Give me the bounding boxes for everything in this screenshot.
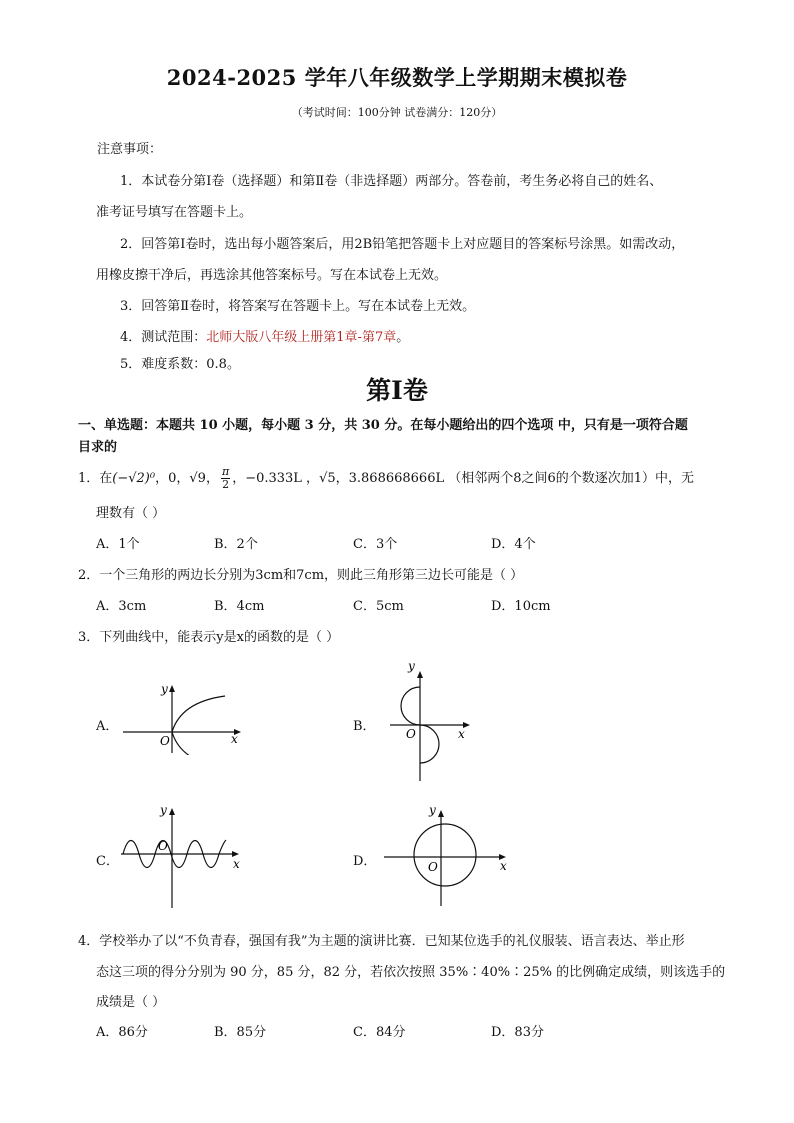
- q3-option-a[interactable]: A．: [96, 719, 119, 734]
- q1-expr-2: √9: [189, 471, 206, 486]
- graph-c-x-label: x: [233, 857, 240, 871]
- notice-1b: 准考证号填写在答题卡上。: [96, 205, 253, 220]
- q2-option-a[interactable]: A．3cm: [96, 599, 147, 614]
- pi-denominator: 2: [222, 478, 230, 491]
- section-title: 第Ⅰ卷: [366, 376, 428, 405]
- graph-b-lower-arc: [420, 725, 439, 763]
- notice-4-prefix: 4．测试范围：: [120, 330, 207, 345]
- notice-4: [120, 326, 409, 345]
- test-range: 北师大版八年级上册第1章-第7章: [206, 330, 397, 345]
- question-4-line-1: 4．学校举办了以“不负青春，强国有我”为主题的演讲比赛．已知某位选手的礼仪服装、语言表达、举止形: [78, 934, 685, 949]
- question-2: 2．一个三角形的两边长分别为3cm和7cm，则此三角形第三边长可能是（ ）: [78, 568, 524, 583]
- graph-c-y-label: y: [160, 803, 167, 817]
- graph-d-origin: O: [428, 860, 438, 874]
- q1-option-b[interactable]: B．2个: [214, 537, 258, 552]
- graph-b: [380, 657, 480, 782]
- question-3: 3．下列曲线中，能表示y是x的函数的是（ ）: [78, 630, 340, 645]
- q1-expr-3: √5: [319, 471, 336, 486]
- q1-option-d[interactable]: D．4个: [491, 537, 536, 552]
- q1-option-c[interactable]: C．3个: [353, 537, 398, 552]
- q3-option-c[interactable]: C．: [96, 854, 119, 869]
- graph-a-y-label: y: [161, 682, 168, 696]
- graph-c-origin: O: [158, 839, 168, 853]
- part1-heading: 一、单选题：本题共 10 小题，每小题 3 分，共 30 分。在每小题给出的四个选项 中，只有是一项符合题: [78, 418, 688, 433]
- question-4-line-3: 成绩是（ ）: [96, 995, 166, 1010]
- part1-heading-cont: 目求的: [78, 440, 118, 455]
- notice-1a: 1．本试卷分第Ⅰ卷（选择题）和第Ⅱ卷（非选择题）两部分。答卷前，考生务必将自己的姓名、: [120, 174, 663, 189]
- graph-d-y-arrow: [438, 810, 444, 817]
- exam-title: 2024-2025 学年八年级数学上学期期末模拟卷: [166, 65, 628, 90]
- q3-option-d[interactable]: D．: [353, 854, 377, 869]
- graph-b-y-label: y: [408, 659, 415, 673]
- q1-text-1: ，0，: [155, 471, 190, 486]
- q2-option-b[interactable]: B．4cm: [214, 599, 265, 614]
- q3-option-b[interactable]: B．: [353, 719, 376, 734]
- q1-num: 1．在: [78, 471, 113, 486]
- q2-option-d[interactable]: D．10cm: [491, 599, 551, 614]
- notice-3: 3．回答第Ⅱ卷时，将答案写在答题卡上。写在本试卷上无效。: [120, 299, 476, 314]
- notice-heading: 注意事项：: [97, 142, 163, 157]
- graph-d-circle: [414, 824, 476, 886]
- question-1: [78, 466, 694, 491]
- question-4-line-2: 态这三项的得分分别为 90 分，85 分，82 分，若依次按照 35%∶40%∶25% 的比例确定成绩，则该选手的: [96, 965, 726, 980]
- graph-d-x-label: x: [500, 859, 507, 873]
- notice-4-suffix: 。: [396, 330, 410, 345]
- graph-d-y-label: y: [429, 803, 436, 817]
- q1-continuation: 理数有（ ）: [96, 506, 166, 521]
- graph-b-origin: O: [406, 727, 416, 741]
- q4-option-b[interactable]: B．85分: [214, 1025, 267, 1040]
- q4-option-c[interactable]: C．84分: [353, 1025, 406, 1040]
- q4-option-d[interactable]: D．83分: [491, 1025, 544, 1040]
- q1-text-2: ，: [205, 471, 219, 486]
- exam-subtitle: （考试时间：100分钟 试卷满分：120分）: [291, 106, 503, 119]
- q1-option-a[interactable]: A．1个: [96, 537, 140, 552]
- q1-text-3: ，−0.333L ，: [232, 471, 320, 486]
- graph-c: [115, 800, 250, 910]
- q1-expr-1: (−√2)⁰: [112, 471, 156, 486]
- graph-a: [115, 675, 250, 755]
- notice-5: 5．难度系数：0.8。: [120, 357, 240, 372]
- pi-fraction: [221, 466, 230, 491]
- graph-a-y-arrow: [169, 685, 175, 692]
- graph-d: [380, 800, 515, 910]
- notice-2a: 2．回答第Ⅰ卷时，选出每小题答案后，用2B铅笔把答题卡上对应题目的答案标号涂黑。如需改动，: [120, 237, 685, 252]
- graph-a-origin: O: [160, 734, 170, 748]
- graph-b-upper-arc: [401, 687, 420, 725]
- notice-2b: 用橡皮擦干净后，再选涂其他答案标号。写在本试卷上无效。: [96, 268, 448, 283]
- graph-b-y-arrow: [417, 671, 423, 678]
- q1-text-4: ，3.868668666L （相邻两个8之间6的个数逐次加1）中，无: [335, 471, 695, 486]
- graph-c-y-arrow: [169, 808, 175, 815]
- pi-numerator: π: [221, 465, 230, 478]
- q2-option-c[interactable]: C．5cm: [353, 599, 404, 614]
- graph-a-x-label: x: [231, 732, 238, 746]
- graph-a-curve: [172, 696, 225, 755]
- q4-option-a[interactable]: A．86分: [96, 1025, 148, 1040]
- graph-b-x-label: x: [458, 727, 465, 741]
